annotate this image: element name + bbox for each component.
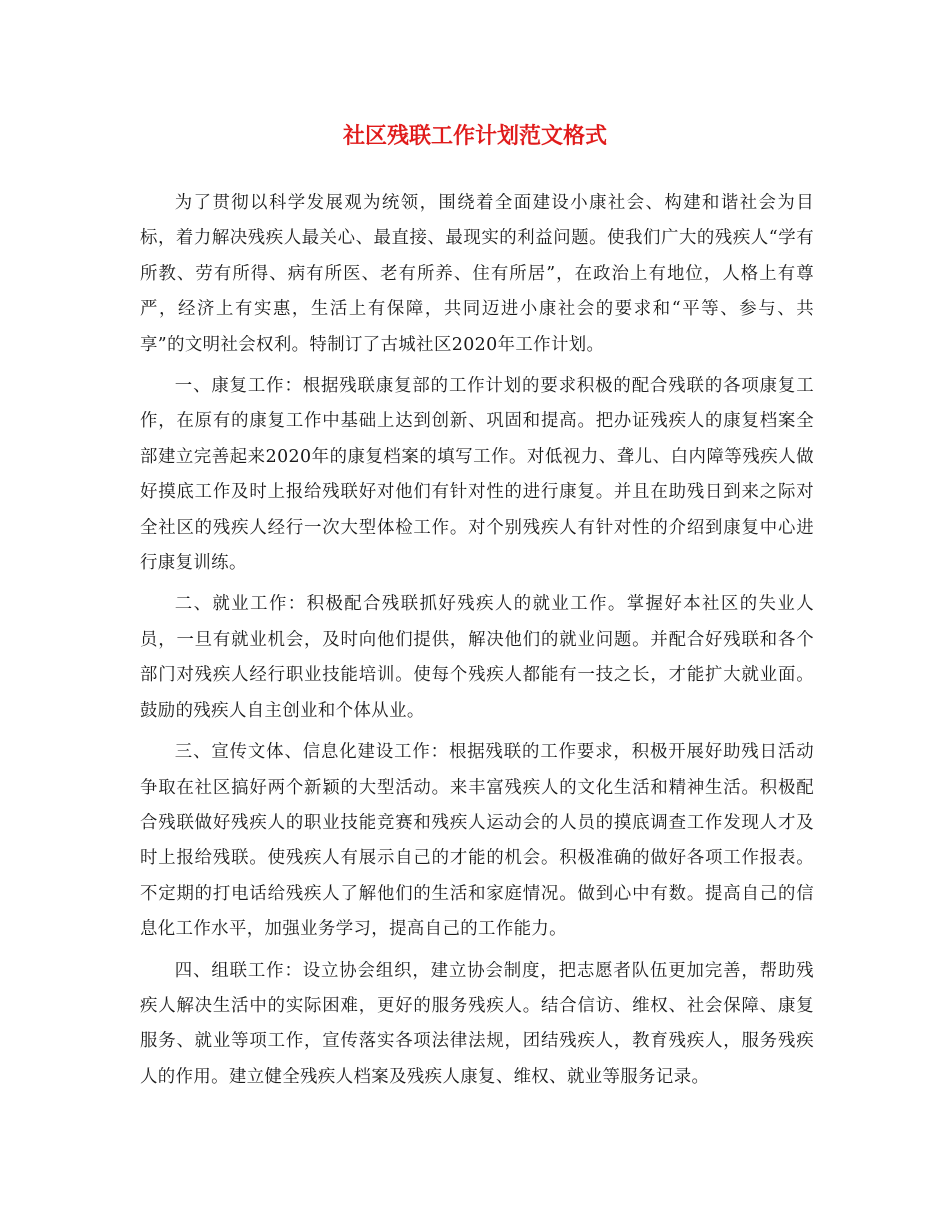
paragraph-intro: 为了贯彻以科学发展观为统领，围绕着全面建设小康社会、构建和谐社会为目标，着力解决残疾人最关心、最直接、最现实的利益问题。使我们广大的残疾人“学有所教、劳有所得、病有所医、老有所养、住有所居”，在政治上有地位，人格上有尊严，经济上有实惠，生活上有保障，共同迈进小康社会的要求和“平等、参与、共享”的文明社会权利。特制订了古城社区2020年工作计划。 xyxy=(140,193,814,355)
paragraph-employment: 二、就业工作：积极配合残联抓好残疾人的就业工作。掌握好本社区的失业人员，一旦有就业机会，及时向他们提供，解决他们的就业问题。并配合好残联和各个部门对残疾人经行职业技能培训。使每个残疾人都能有一技之长，才能扩大就业面。鼓励的残疾人自主创业和个体从业。 xyxy=(140,594,814,721)
paragraph-publicity: 三、宣传文体、信息化建设工作：根据残联的工作要求，积极开展好助残日活动争取在社区搞好两个新颖的大型活动。来丰富残疾人的文化生活和精神生活。积极配合残联做好残疾人的职业技能竞赛和残疾人运动会的人员的摸底调查工作发现人才及时上报给残联。使残疾人有展示自己的才能的机会。积极准确的做好各项工作报表。不定期的打电话给残疾人了解他们的生活和家庭情况。做到心中有数。提高自己的信息化工作水平，加强业务学习，提高自己的工作能力。 xyxy=(140,742,814,940)
paragraph-organization: 四、组联工作：设立协会组织，建立协会制度，把志愿者队伍更加完善，帮助残疾人解决生活中的实际困难，更好的服务残疾人。结合信访、维权、社会保障、康复服务、就业等项工作，宣传落实各项法律法规，团结残疾人，教育残疾人，服务残疾人的作用。建立健全残疾人档案及残疾人康复、维权、就业等服务记录。 xyxy=(140,960,814,1087)
document-title: 社区残联工作计划范文格式 xyxy=(342,123,607,149)
document-body xyxy=(140,186,814,1101)
paragraph-rehabilitation: 一、康复工作：根据残联康复部的工作计划的要求积极的配合残联的各项康复工作，在原有的康复工作中基础上达到创新、巩固和提高。把办证残疾人的康复档案全部建立完善起来2020年的康复档案的填写工作。对低视力、聋儿、白内障等残疾人做好摸底工作及时上报给残联好对他们有针对性的进行康复。并且在助残日到来之际对全社区的残疾人经行一次大型体检工作。对个别残疾人有针对性的介绍到康复中心进行康复训练。 xyxy=(140,376,814,574)
